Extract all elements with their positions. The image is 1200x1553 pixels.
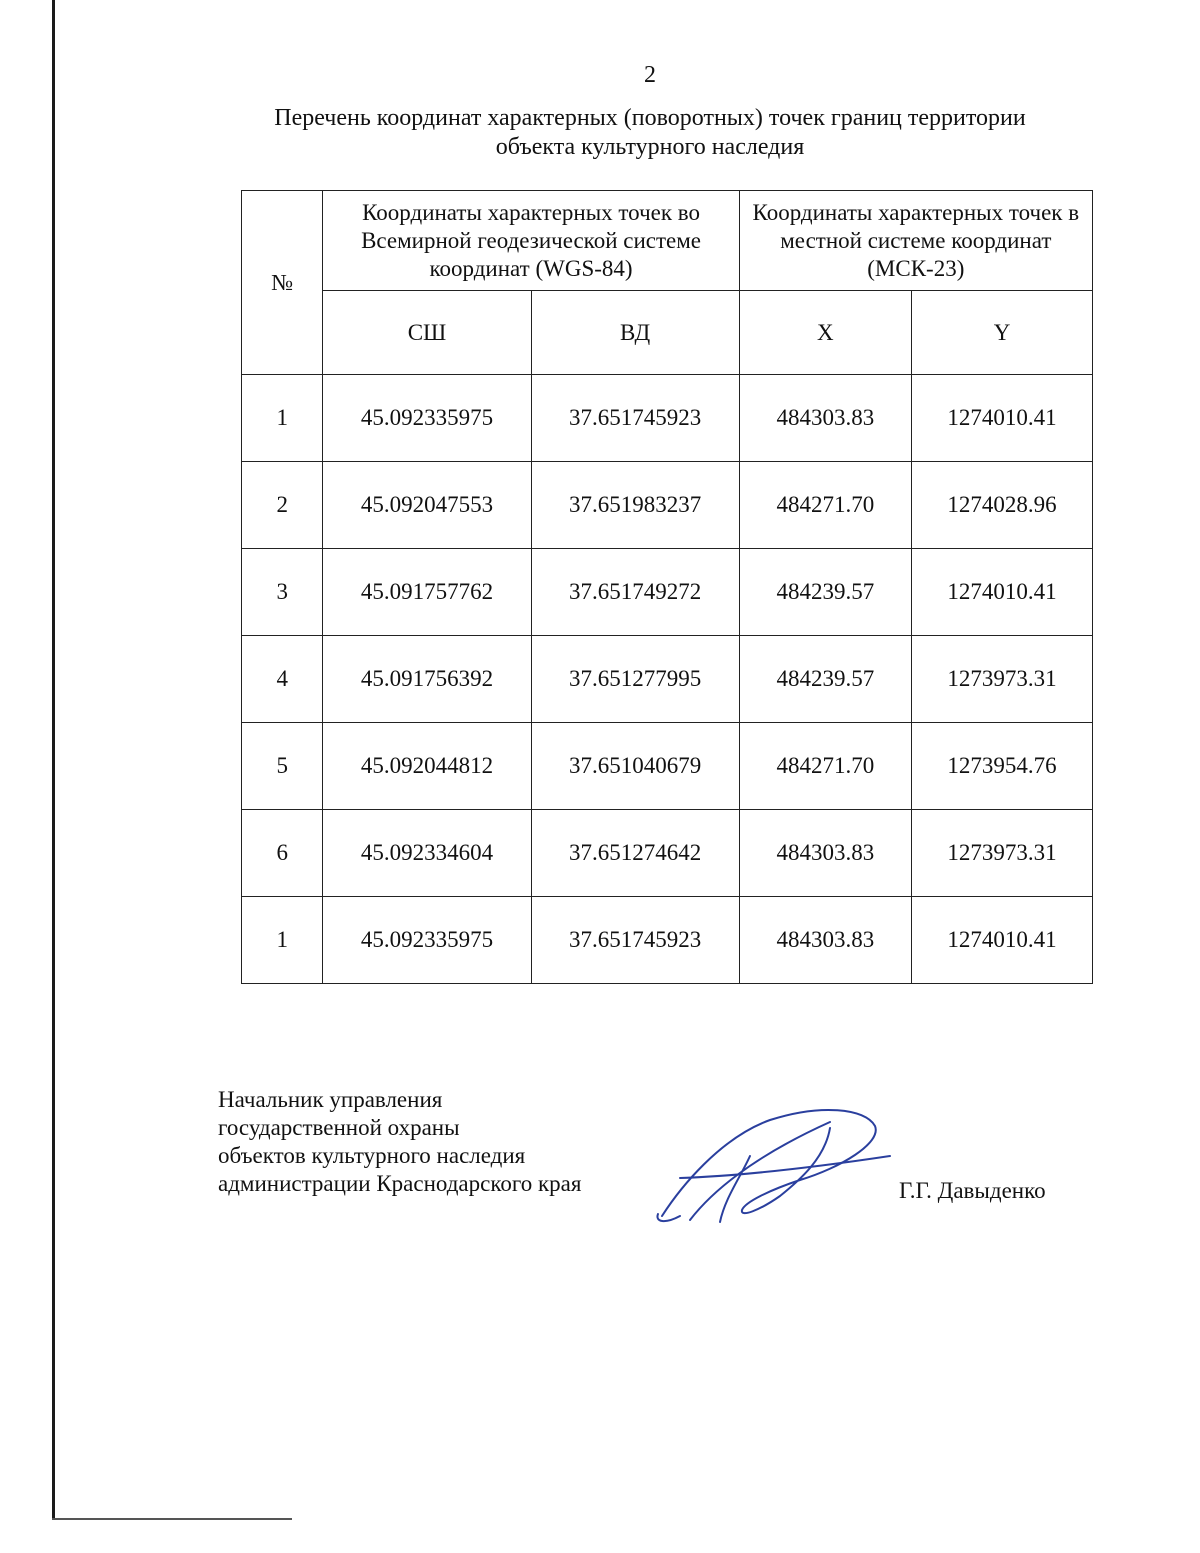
latitude-cell: 45.092335975 (323, 897, 531, 984)
signatory-line: объектов культурного наследия (218, 1143, 526, 1168)
table-row (242, 723, 1093, 810)
y-cell: 1273973.31 (912, 810, 1093, 897)
longitude-cell: 37.651745923 (531, 897, 739, 984)
longitude-cell: 37.651745923 (531, 375, 739, 462)
latitude-cell: 45.092334604 (323, 810, 531, 897)
x-cell: 484303.83 (739, 810, 911, 897)
y-cell: 1274010.41 (912, 375, 1093, 462)
point-number: 2 (242, 462, 323, 549)
table-row (242, 549, 1093, 636)
num-header: № (242, 191, 323, 375)
signatory-line: Начальник управления (218, 1087, 443, 1112)
wgs-header: Координаты характерных точек во Всемирной геодезической системе координат (WGS-84) (323, 191, 739, 291)
table-row (242, 810, 1093, 897)
longitude-cell: 37.651040679 (531, 723, 739, 810)
signature-icon (650, 1098, 900, 1238)
x-header: X (739, 291, 911, 375)
y-header: Y (912, 291, 1093, 375)
x-cell: 484239.57 (739, 549, 911, 636)
point-number: 1 (242, 897, 323, 984)
point-number: 5 (242, 723, 323, 810)
x-cell: 484271.70 (739, 462, 911, 549)
y-cell: 1274010.41 (912, 897, 1093, 984)
table-row (242, 897, 1093, 984)
longitude-cell: 37.651274642 (531, 810, 739, 897)
longitude-cell: 37.651277995 (531, 636, 739, 723)
scan-edge-bottom (52, 1518, 292, 1520)
lon-header: ВД (531, 291, 739, 375)
table-row (242, 636, 1093, 723)
y-cell: 1274010.41 (912, 549, 1093, 636)
y-cell: 1273954.76 (912, 723, 1093, 810)
signatory-block (218, 1086, 581, 1198)
table-row (242, 375, 1093, 462)
y-cell: 1273973.31 (912, 636, 1093, 723)
x-cell: 484303.83 (739, 375, 911, 462)
msk-header: Координаты характерных точек в местной системе координат (МСК-23) (739, 191, 1092, 291)
point-number: 4 (242, 636, 323, 723)
signer-name: Г.Г. Давыденко (899, 1178, 1046, 1203)
longitude-cell: 37.651983237 (531, 462, 739, 549)
x-cell: 484303.83 (739, 897, 911, 984)
scan-edge-left (52, 0, 55, 1520)
point-number: 1 (242, 375, 323, 462)
title-line-2: объекта культурного наследия (495, 134, 805, 160)
longitude-cell: 37.651749272 (531, 549, 739, 636)
x-cell: 484239.57 (739, 636, 911, 723)
latitude-cell: 45.092335975 (323, 375, 531, 462)
table-row (242, 462, 1093, 549)
x-cell: 484271.70 (739, 723, 911, 810)
signatory-line: администрации Краснодарского края (218, 1171, 582, 1196)
point-number: 3 (242, 549, 323, 636)
latitude-cell: 45.091757762 (323, 549, 531, 636)
latitude-cell: 45.092047553 (323, 462, 531, 549)
lat-header: СШ (323, 291, 531, 375)
document-title (200, 104, 1100, 162)
coordinates-table (241, 190, 1093, 984)
y-cell: 1274028.96 (912, 462, 1093, 549)
point-number: 6 (242, 810, 323, 897)
latitude-cell: 45.091756392 (323, 636, 531, 723)
page-number: 2 (644, 62, 656, 88)
signatory-line: государственной охраны (218, 1115, 460, 1140)
latitude-cell: 45.092044812 (323, 723, 531, 810)
title-line-1: Перечень координат характерных (поворотных) точек границ территории (274, 105, 1026, 131)
